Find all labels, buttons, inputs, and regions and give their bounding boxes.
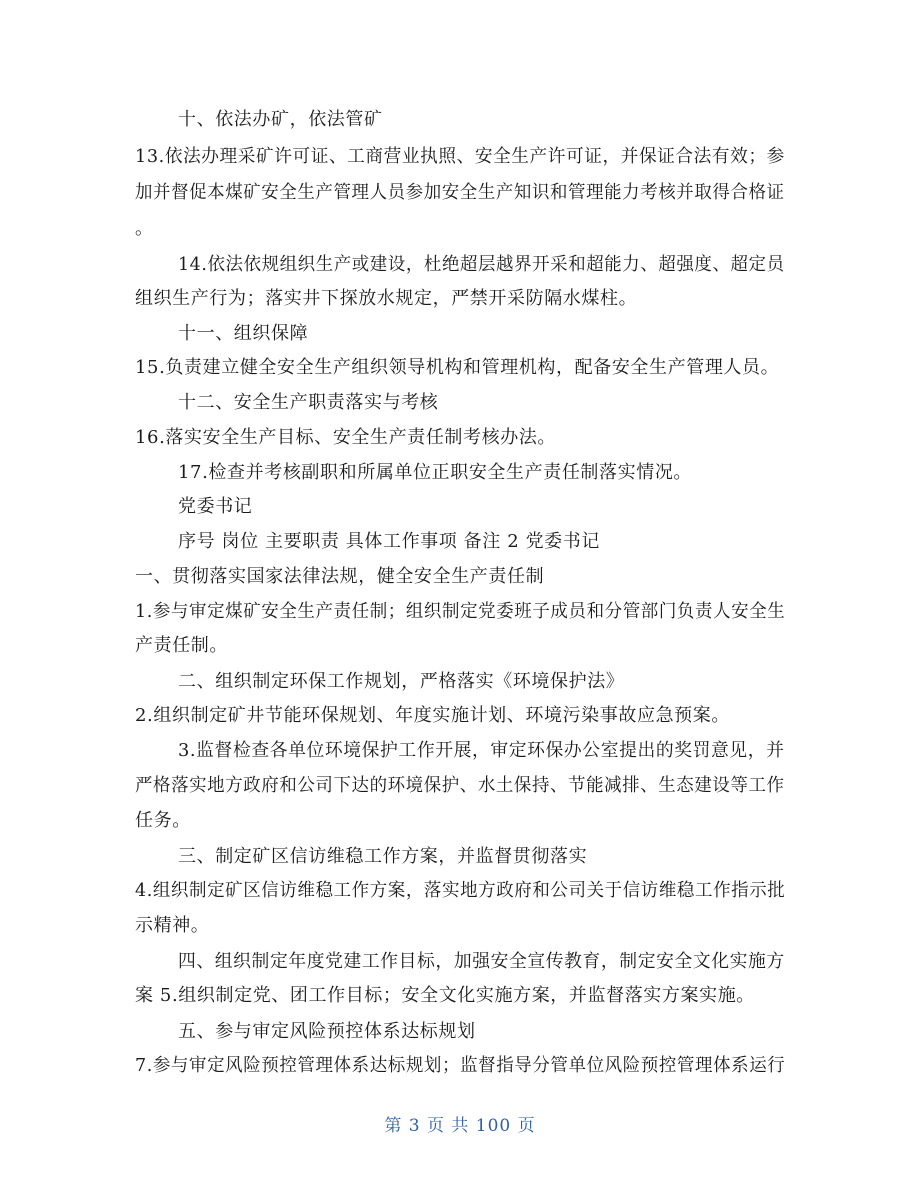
section-heading: 三、制定矿区信访维稳工作方案，并监督贯彻落实 [178, 846, 588, 867]
paragraph-line: 17.检查并考核副职和所属单位正职安全生产责任制落实情况。 [178, 462, 693, 483]
paragraph-line: 加并督促本煤矿安全生产管理人员参加安全生产知识和管理能力考核并取得合格证 [135, 182, 785, 203]
paragraph-line: 3.监督检查各单位环境保护工作开展，审定环保办公室提出的奖罚意见，并 [178, 740, 785, 761]
paragraph-line: 示精神。 [135, 915, 210, 936]
paragraph-line: 组织生产行为；落实井下探放水规定，严禁开采防隔水煤柱。 [135, 288, 638, 309]
paragraph-line: 7.参与审定风险预控管理体系达标规划；监督指导分管单位风险预控管理体系运行 [135, 1055, 786, 1076]
paragraph-line: 15.负责建立健全安全生产组织领导机构和管理机构，配备安全生产管理人员。 [135, 357, 780, 378]
paragraph-line: 。 [135, 218, 154, 239]
section-heading: 十二、安全生产职责落实与考核 [178, 392, 439, 413]
paragraph-line: 2.组织制定矿井节能环保规划、年度实施计划、环境污染事故应急预案。 [135, 705, 730, 726]
page-number-footer: 第 3 页 共 100 页 [384, 1116, 536, 1136]
paragraph-line: 1.参与审定煤矿安全生产责任制；组织制定党委班子成员和分管部门负责人安全生 [135, 601, 786, 622]
paragraph-line: 案 5.组织制定党、团工作目标；安全文化实施方案，并监督落实方案实施。 [135, 985, 755, 1006]
section-heading: 五、参与审定风险预控体系达标规划 [178, 1021, 476, 1042]
section-heading: 一、贯彻落实国家法律法规，健全安全生产责任制 [135, 566, 545, 587]
paragraph-line: 严格落实地方政府和公司下达的环境保护、水土保持、节能减排、生态建设等工作 [135, 775, 785, 796]
section-heading: 十、依法办矿，依法管矿 [178, 109, 383, 130]
section-heading: 十一、组织保障 [178, 323, 309, 344]
section-heading: 党委书记 [178, 496, 253, 517]
section-heading: 四、组织制定年度党建工作目标，加强安全宣传教育，制定安全文化实施方 [178, 951, 785, 972]
paragraph-line: 14.依法依规组织生产或建设，杜绝超层越界开采和超能力、超强度、超定员 [178, 254, 785, 275]
paragraph-line: 16.落实安全生产目标、安全生产责任制考核办法。 [135, 427, 557, 448]
paragraph-line: 13.依法办理采矿许可证、工商营业执照、安全生产许可证，并保证合法有效；参 [135, 146, 785, 167]
paragraph-line: 产责任制。 [135, 635, 228, 656]
paragraph-line: 任务。 [135, 810, 191, 831]
section-heading: 二、组织制定环保工作规划，严格落实《环境保护法》 [178, 671, 625, 692]
table-header-line: 序号 岗位 主要职责 具体工作事项 备注 2 党委书记 [178, 531, 600, 552]
paragraph-line: 4.组织制定矿区信访维稳工作方案，落实地方政府和公司关于信访维稳工作指示批 [135, 880, 786, 901]
